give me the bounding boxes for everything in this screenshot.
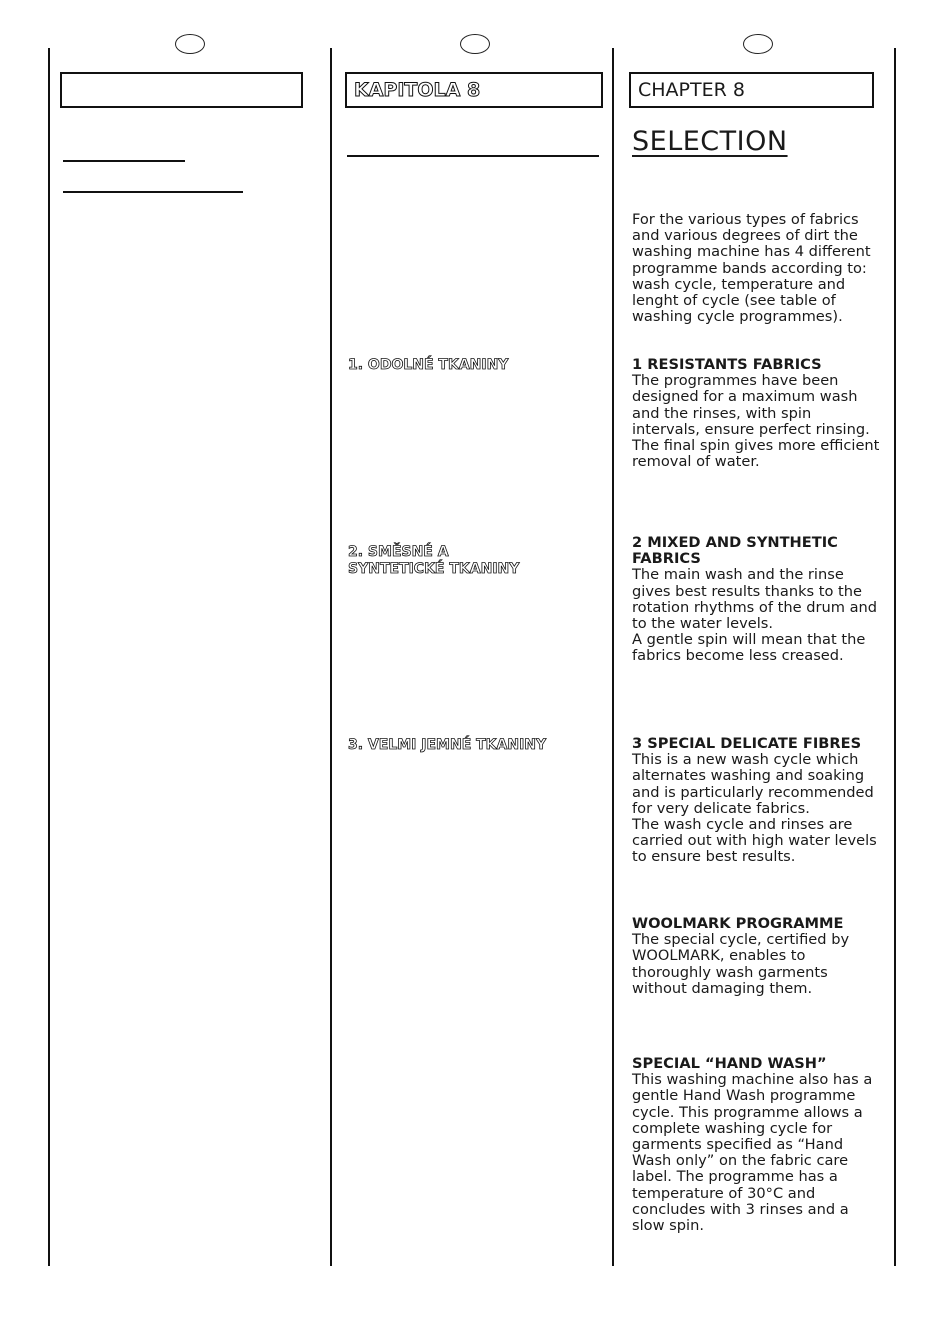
section-body: This washing machine also has a gentle Hand Wash programme cycle. This programme allows a complete washing cycle for garments specified as “Hand Wash only” on the fabric care label. The programme has a temperature of 30°C and concludes with 3 rinses and a slow spin. bbox=[632, 1071, 873, 1235]
column-divider-left bbox=[48, 48, 50, 1266]
column-divider-mid-left bbox=[330, 48, 332, 1266]
cz-section-1: 1. ODOLNÉ TKANINY bbox=[348, 357, 509, 373]
column-divider-right bbox=[894, 48, 896, 1266]
section-mixed-synthetic bbox=[632, 535, 882, 665]
section-heading: 2 MIXED AND SYNTHETIC FABRICS bbox=[632, 534, 838, 568]
section-body: The special cycle, certified by WOOLMARK, enables to thoroughly wash garments without damaging them. bbox=[632, 931, 850, 997]
section-body-2: A gentle spin will mean that the fabrics become less creased. bbox=[632, 631, 866, 665]
section-body-2: The wash cycle and rinses are carried out with high water levels to ensure best results. bbox=[632, 816, 877, 866]
chapter-box-middle: KAPITOLA 8 bbox=[345, 72, 603, 108]
section-delicate-fibres bbox=[632, 736, 882, 866]
section-body: This is a new wash cycle which alternates washing and soaking and is particularly recommended for very delicate fabrics. bbox=[632, 751, 874, 817]
column-divider-mid-right bbox=[612, 48, 614, 1266]
intro-paragraph: For the various types of fabrics and various degrees of dirt the washing machine has 4 different programme bands according to: wash cycle, temperature and lenght of cycle (see table of washing cycle programmes). bbox=[632, 211, 871, 326]
left-title-underline-2 bbox=[63, 191, 243, 193]
cz-section-3: 3. VELMI JEMNÉ TKANINY bbox=[348, 737, 547, 753]
cz-section-2: 2. SMĚSNÉ A SYNTETICKÉ TKANINY bbox=[348, 544, 520, 577]
section-woolmark bbox=[632, 916, 882, 997]
chapter-box-left bbox=[60, 72, 303, 108]
page-title: SELECTION bbox=[632, 126, 788, 157]
chapter-box-right: CHAPTER 8 bbox=[629, 72, 874, 108]
language-badge-middle bbox=[460, 34, 490, 54]
middle-title-underline bbox=[347, 155, 599, 157]
language-badge-right bbox=[743, 34, 773, 54]
language-badge-left bbox=[175, 34, 205, 54]
section-heading: 1 RESISTANTS FABRICS bbox=[632, 356, 822, 373]
section-body: The main wash and the rinse gives best results thanks to the rotation rhythms of the drum and to the water levels. bbox=[632, 566, 878, 633]
section-heading: SPECIAL “HAND WASH” bbox=[632, 1055, 827, 1072]
section-body: The programmes have been designed for a maximum wash and the rinses, with spin intervals, ensure perfect rinsing. The final spin gives more efficient removal of water. bbox=[632, 372, 880, 471]
section-hand-wash bbox=[632, 1056, 882, 1234]
left-title-underline-1 bbox=[63, 160, 185, 162]
section-heading: 3 SPECIAL DELICATE FIBRES bbox=[632, 735, 862, 752]
section-heading: WOOLMARK PROGRAMME bbox=[632, 915, 844, 932]
section-resistant-fabrics bbox=[632, 357, 882, 470]
